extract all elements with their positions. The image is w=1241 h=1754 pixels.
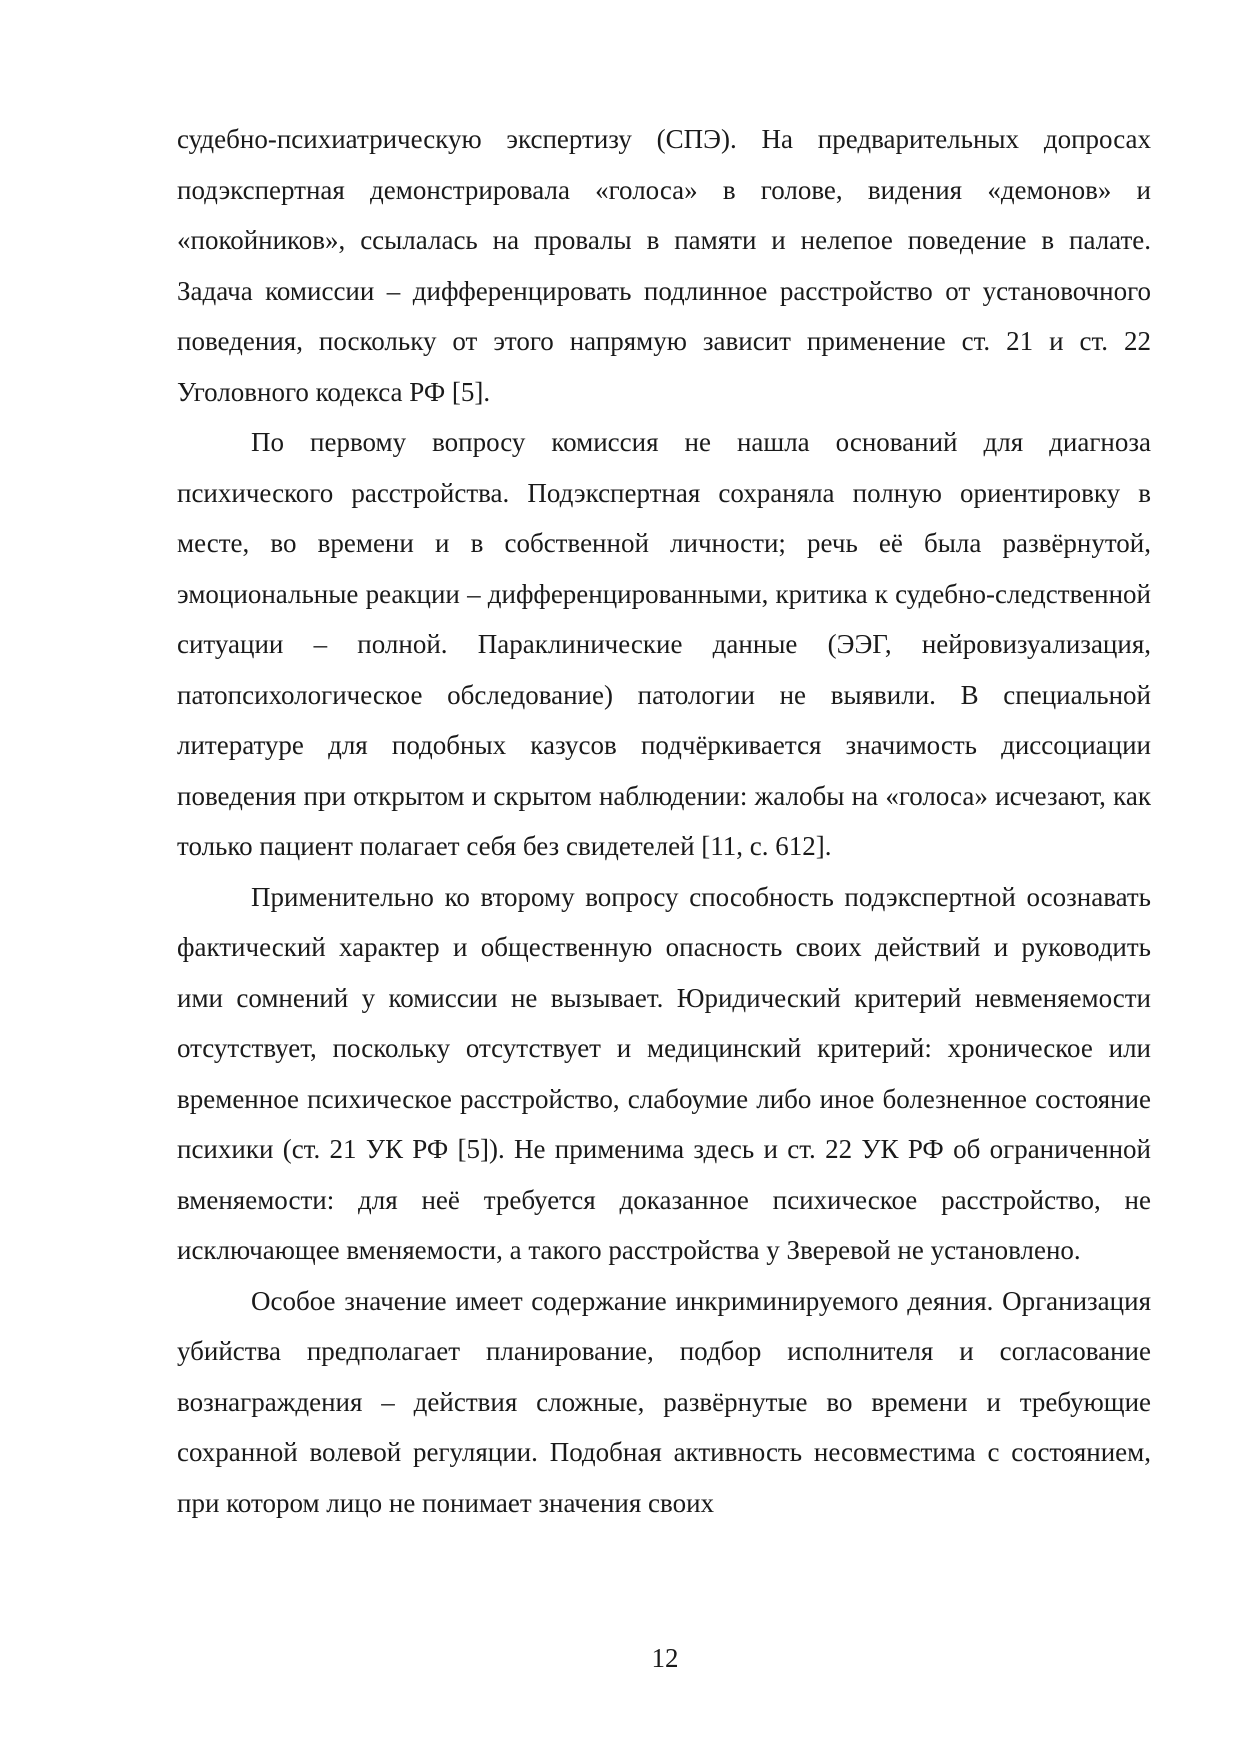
paragraph-2: По первому вопросу комиссия не нашла оснований для диагноза психического расстройства. Подэкспертная сохраняла полную ориентировку в месте, во времени и в собственной личности; речь её была развёрнутой, эмоциональные реакции – дифференцированными, критика к судебно-следственной ситуации – полной. Параклинические данные (ЭЭГ, нейровизуализация, патопсихологическое обследование) патологии не выявили. В специальной литературе для подобных казусов подчёркивается значимость диссоциации поведения при открытом и скрытом наблюдении: жалобы на «голоса» исчезают, как только пациент полагает себя без свидетелей [11, с. 612]. [177,427,1151,861]
paragraph-4: Особое значение имеет содержание инкриминируемого деяния. Организация убийства предполагает планирование, подбор исполнителя и согласование вознаграждения – действия сложные, развёрнутые во времени и требующие сохранной волевой регуляции. Подобная активность несовместима с состоянием, при котором лицо не понимает значения своих [177,1285,1151,1518]
document-body [177,114,1151,1528]
page-number: 12 [651,1643,679,1673]
paragraph-1: судебно-психиатрическую экспертизу (СПЭ). На предварительных допросах подэкспертная демонстрировала «голоса» в голове, видения «демонов» и «покойников», ссылалась на провалы в памяти и нелепое поведение в палате. Задача комиссии – дифференцировать подлинное расстройство от установочного поведения, поскольку от этого напрямую зависит применение ст. 21 и ст. 22 Уголовного кодекса РФ [5]. [177,124,1151,407]
paragraph-3: Применительно ко второму вопросу способность подэкспертной осознавать фактический характер и общественную опасность своих действий и руководить ими сомнений у комиссии не вызывает. Юридический критерий невменяемости отсутствует, поскольку отсутствует и медицинский критерий: хроническое или временное психическое расстройство, слабоумие либо иное болезненное состояние психики (ст. 21 УК РФ [5]). Не применима здесь и ст. 22 УК РФ об ограниченной вменяемости: для неё требуется доказанное психическое расстройство, не исключающее вменяемости, а такого расстройства у Зверевой не установлено. [177,881,1151,1265]
